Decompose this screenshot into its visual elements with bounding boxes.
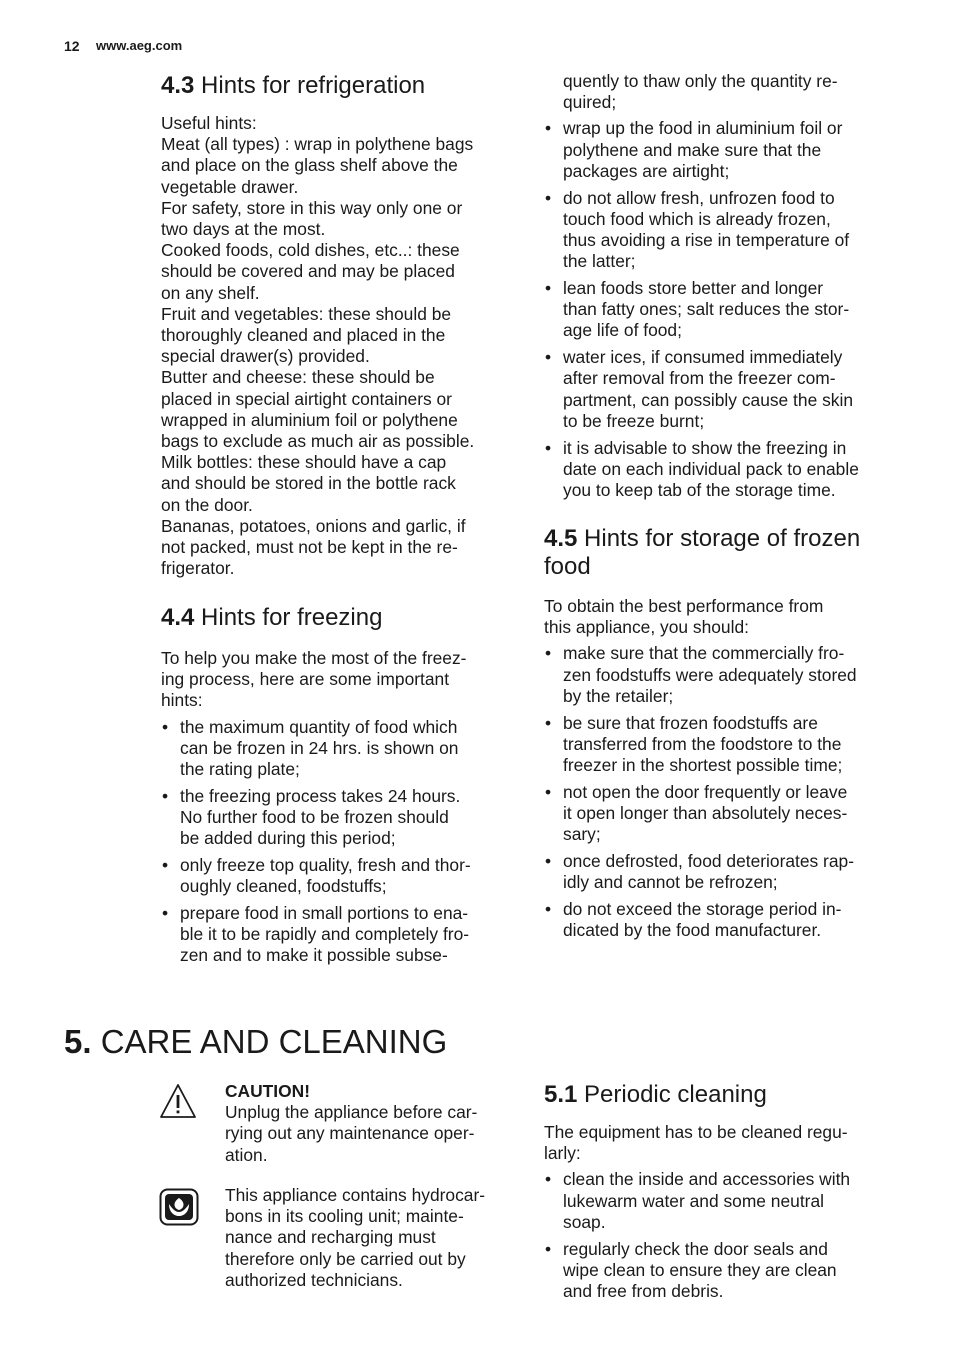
body-line: Milk bottles: these should have a cap	[161, 452, 447, 473]
list-item: • not open the door frequently or leave it open longer than absolutely neces- sary;	[544, 782, 914, 846]
body-line: To help you make the most of the freez-	[161, 648, 467, 668]
body-line: on any shelf.	[161, 282, 260, 303]
body-line: Meat (all types) : wrap in polythene bags	[161, 134, 474, 155]
body-line: Butter and cheese: these should be	[161, 367, 435, 388]
body-line: vegetable drawer.	[161, 176, 299, 197]
section-4-3	[161, 72, 521, 579]
body-line: on the door.	[161, 494, 253, 515]
list-item: • be sure that frozen foodstuffs are transferred from the foodstore to the freezer in the shortest possible time;	[544, 713, 914, 777]
continuation-text: quently to thaw only the quantity re- quired;	[563, 71, 838, 113]
list-item: • only freeze top quality, fresh and thor- oughly cleaned, foodstuffs;	[161, 855, 521, 897]
list-item: • wrap up the food in aluminium foil or polythene and make sure that the packages are airtight;	[544, 118, 904, 182]
list-item: • make sure that the commercially fro- zen foodstuffs were adequately stored by the retailer;	[544, 643, 914, 707]
body-line: ing process, here are some important	[161, 669, 450, 690]
body-line: placed in special airtight containers or	[161, 388, 452, 409]
list-item: • clean the inside and accessories with lukewarm water and some neutral soap.	[544, 1169, 914, 1233]
section-5-1-intro: The equipment has to be cleaned regu- larly:	[544, 1122, 848, 1164]
body-line: hints:	[161, 690, 203, 711]
section-4-5	[544, 525, 914, 947]
body-line: and should be stored in the bottle rack	[161, 473, 456, 494]
list-item: • once defrosted, food deteriorates rap- idly and cannot be refrozen;	[544, 851, 914, 893]
section-5-1	[544, 1081, 914, 1308]
body-line: not packed, must not be kept in the re-	[161, 537, 458, 558]
body-line: Cooked foods, cold dishes, etc..: these	[161, 240, 460, 261]
list-item: • do not exceed the storage period in- dicated by the food manufacturer.	[544, 899, 914, 941]
list-item: • it is advisable to show the freezing in date on each individual pack to enable you to keep tab of the storage time.	[544, 438, 904, 502]
body-line: thoroughly cleaned and placed in the	[161, 325, 446, 346]
body-line: two days at the most.	[161, 219, 326, 240]
section-heading-5-1: 5.1 Periodic cleaning	[544, 1081, 767, 1108]
section-4-3-body	[161, 113, 521, 579]
section-heading-4-5: 4.5 Hints for storage of frozen food	[544, 525, 861, 580]
body-line: Useful hints:	[161, 113, 257, 133]
warning-triangle-icon	[158, 1082, 198, 1120]
body-line: wrapped in aluminium foil or polythene	[161, 409, 458, 430]
body-line: Bananas, potatoes, onions and garlic, if	[161, 515, 466, 536]
section-heading-4-4: 4.4 Hints for freezing	[161, 604, 383, 631]
chapter-title: 5. CARE AND CLEANING	[64, 1023, 448, 1060]
list-item: • water ices, if consumed immediately after removal from the freezer com- partment, can possibly cause the skin to be freeze burnt;	[544, 347, 904, 432]
list-item: • lean foods store better and longer than fatty ones; salt reduces the stor- age life of food;	[544, 278, 904, 342]
list-item: • the freezing process takes 24 hours. No further food to be frozen should be added during this period;	[161, 786, 521, 850]
list-item: • regularly check the door seals and wipe clean to ensure they are clean and free from debris.	[544, 1239, 914, 1303]
bullet-list	[544, 643, 914, 941]
list-item: • do not allow fresh, unfrozen food to touch food which is already frozen, thus avoiding a rise in temperature of the latter;	[544, 188, 904, 273]
body-line: bags to exclude as much air as possible.	[161, 431, 475, 452]
body-line: Fruit and vegetables: these should be	[161, 303, 452, 324]
list-item: • prepare food in small portions to ena- ble it to be rapidly and completely fro- zen and to make it possible subse-	[161, 903, 521, 967]
list-item: • the maximum quantity of food which can be frozen in 24 hrs. is shown on the rating plate;	[161, 717, 521, 781]
body-line: frigerator.	[161, 558, 235, 579]
bullet-list	[161, 717, 521, 967]
environment-note: This appliance contains hydrocar- bons in its cooling unit; mainte- nance and recharging must therefore only be carried out by authorized technicians.	[225, 1185, 486, 1290]
body-line: and place on the glass shelf above the	[161, 155, 458, 176]
website-url: www.aeg.com	[96, 38, 183, 53]
environment-icon	[159, 1188, 199, 1226]
section-4-4	[161, 604, 521, 972]
section-4-5-intro: To obtain the best performance from this appliance, you should:	[544, 596, 824, 638]
body-line: special drawer(s) provided.	[161, 346, 370, 367]
section-heading-4-3: 4.3 Hints for refrigeration	[161, 72, 426, 99]
bullet-list	[544, 1169, 914, 1302]
section-4-4-intro	[161, 648, 521, 712]
caution-label: CAUTION!	[225, 1081, 311, 1101]
section-4-4-continued	[544, 71, 904, 507]
caution-block: CAUTION! Unplug the appliance before car- rying out any maintenance oper- ation.	[225, 1081, 525, 1166]
page-number: 12	[64, 38, 80, 54]
body-line: should be covered and may be placed	[161, 261, 455, 282]
body-line: For safety, store in this way only one or	[161, 197, 463, 218]
bullet-list	[544, 118, 904, 501]
